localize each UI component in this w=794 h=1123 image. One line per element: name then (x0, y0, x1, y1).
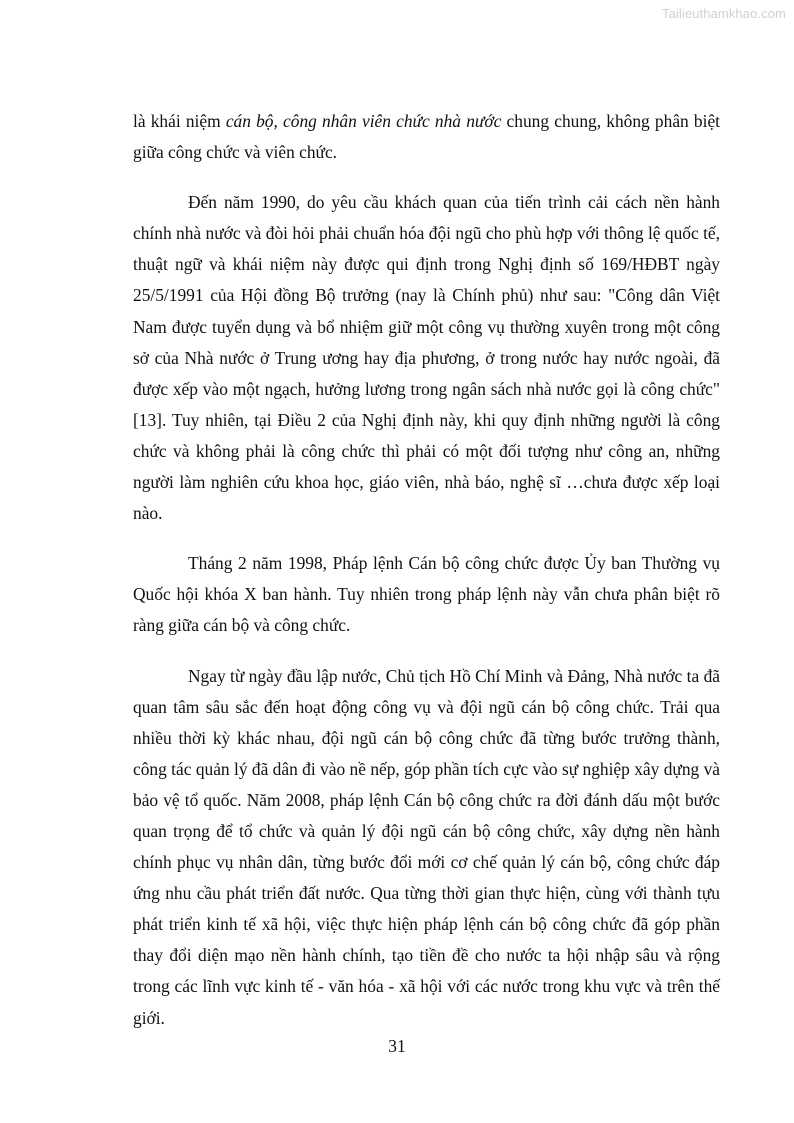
paragraph-1 (133, 106, 720, 168)
paragraph-3: Tháng 2 năm 1998, Pháp lệnh Cán bộ công chức được Ủy ban Thường vụ Quốc hội khóa X ban hành. Tuy nhiên trong pháp lệnh này vẫn chưa phân biệt rõ ràng giữa cán bộ và công chức. (133, 553, 720, 636)
document-body (133, 106, 720, 1053)
italic-term: cán bộ, công nhân viên chức nhà nước (225, 111, 502, 131)
paragraph-2: Đến năm 1990, do yêu cầu khách quan của tiến trình cải cách nền hành chính nhà nước và đòi hỏi phải chuẩn hóa đội ngũ cho phù hợp với thông lệ quốc tế, thuật ngữ và khái niệm này được qui định trong Nghị định số 169/HĐBT ngày 25/5/1991 của Hội đồng Bộ trưởng (nay là Chính phủ) như sau: "Công dân Việt Nam được tuyển dụng và bổ nhiệm giữ một công vụ thường xuyên trong một công sở của Nhà nước ở Trung ương hay địa phương, ở trong nước hay nước ngoài, đã được xếp vào một ngạch, hưởng lương trong ngân sách nhà nước gọi là công chức" [13]. Tuy nhiên, tại Điều 2 của Nghị định này, khi quy định những người là công chức và không phải là công chức thì phải có một đối tượng như công an, những người làm nghiên cứu khoa học, giáo viên, nhà báo, nghệ sĩ …chưa được xếp loại nào. (133, 192, 720, 524)
paragraph-4: Ngay từ ngày đầu lập nước, Chủ tịch Hồ Chí Minh và Đảng, Nhà nước ta đã quan tâm sâu sắc đến hoạt động công vụ và đội ngũ cán bộ công chức. Trải qua nhiều thời kỳ khác nhau, đội ngũ cán bộ công chức đã từng bước trưởng thành, công tác quản lý đã dân đi vào nề nếp, góp phần tích cực vào sự nghiệp xây dựng và bảo vệ tổ quốc. Năm 2008, pháp lệnh Cán bộ công chức ra đời đánh dấu một bước quan trọng để tổ chức và quản lý đội ngũ cán bộ công chức, xây dựng nền hành chính phục vụ nhân dân, từng bước đổi mới cơ chế quản lý cán bộ, công chức đáp ứng nhu cầu phát triển đất nước. Qua từng thời gian thực hiện, cùng với thành tựu phát triển kinh tế xã hội, việc thực hiện pháp lệnh cán bộ công chức đã góp phần thay đổi diện mạo nền hành chính, tạo tiền đề cho nước ta hội nhập sâu và rộng trong các lĩnh vực kinh tế - văn hóa - xã hội với các nước trong khu vực và trên thế giới. (133, 665, 720, 1028)
page-number: 31 (388, 1036, 406, 1056)
watermark: Tailieuthamkhao.com (661, 6, 786, 21)
paragraph-1-start: là khái niệm (133, 111, 226, 131)
paragraph-1-end: chung chung, không phân biệt giữa công chức và viên chức. (133, 111, 720, 163)
